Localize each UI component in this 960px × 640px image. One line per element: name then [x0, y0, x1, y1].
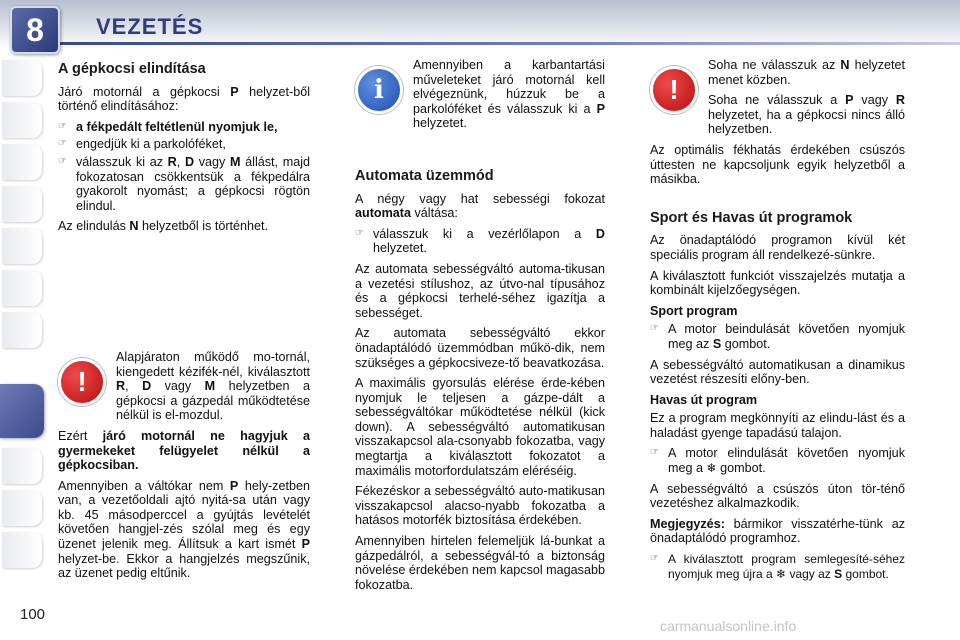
bullet-list [650, 552, 905, 581]
paragraph: Fékezéskor a sebességváltó auto-matikusan visszakapcsol alacso-nyabb fokozatba a hatásos motorfék biztosítása érdekében. [355, 484, 605, 528]
paragraph: Az elindulás N helyzetből is történhet. [58, 219, 269, 234]
chapter-tab-2[interactable] [2, 102, 42, 138]
column-2 [355, 58, 605, 598]
subheading-sport: Sport program [650, 303, 738, 318]
paragraph: Ez a program megkönnyíti az elindu-lást és a haladást gyenge tapadású talajon. [650, 411, 905, 440]
list-item: ☞ a fékpedált feltétlenül nyomjuk le, [58, 119, 278, 134]
bullet-list [355, 227, 605, 256]
column-1 [58, 58, 310, 587]
chapter-tab-10[interactable] [2, 490, 42, 526]
list-item: ☞ A motor elindulását követően nyomjuk meg a ❄ gombot. [650, 446, 905, 476]
chapter-tab-8-active[interactable] [0, 384, 44, 438]
warning-text: Soha ne válasszuk a P vagy R helyzetet, ha a gépkocsi nincs álló helyzetben. [708, 93, 905, 137]
paragraph: Amennyiben hirtelen felemeljük lá-bunkat a gázpedálról, a sebességvál-tó a biztonság növelése érdekében nem kapcsol magasabb fokozatba. [355, 534, 605, 592]
chapter-number-badge: 8 [10, 6, 60, 54]
chapter-tab-5[interactable] [2, 228, 42, 264]
header-rule [60, 42, 960, 45]
chapter-tab-6[interactable] [2, 270, 42, 306]
paragraph: Az önadaptálódó programon kívül két speciális program áll rendelkezé-sünkre. [650, 233, 905, 262]
chapter-tab-7[interactable] [2, 312, 42, 348]
paragraph: Járó motornál a gépkocsi P helyzet-ből történő elindításához: [58, 84, 311, 114]
info-text: Amennyiben a karbantartási műveleteket járó motornál kell elvégeznünk, húzzuk be a parkolóféket és válasszuk ki a P helyzetet. [413, 58, 605, 131]
bullet-list [58, 120, 310, 214]
list-item: ☞ A motor beindulását követően nyomjuk meg az S gombot. [650, 322, 905, 351]
warning-text: Alapjáraton működő mo-tornál, kiengedett kézifék-nél, kiválasztott R, D vagy M helyzetben a gépkocsi a gázpedál működtetése nélkül is el-mozdul. [116, 349, 310, 423]
chapter-tab-4[interactable] [2, 186, 42, 222]
subheading-snow: Havas út program [650, 392, 758, 407]
bullet-list [650, 322, 905, 351]
section-heading-sport-snow: Sport és Havas út programok [650, 209, 853, 226]
paragraph: Az automata sebességváltó automa-tikusan a vezetési stílushoz, az útvo-nal típusához és a gépkocsi terhelé-séhez igazítja a sebességet. [355, 261, 605, 320]
paragraph: Az automata sebességváltó ekkor önadaptálódó üzemmódban műkö-dik, nem szükséges a gépkocsiveze-tő beavatkozása. [355, 326, 605, 370]
pointing-hand-icon: ☞ [650, 323, 659, 335]
note: Megjegyzés: bármikor visszatérhe-tünk az önadaptálódó programhoz. [650, 516, 905, 546]
chapter-tab-3[interactable] [2, 144, 42, 180]
warning-text: Ezért járó motornál ne hagyjuk a gyermekeket felügyelet nélkül a gépkocsiban. [58, 428, 310, 473]
paragraph: A kiválasztott funkciót visszajelzés mutatja a kombinált kijelzőegységen. [650, 268, 905, 298]
list-item: ☞ engedjük ki a parkolóféket, [58, 137, 226, 152]
info-icon: i [355, 66, 403, 114]
warning-block [650, 58, 905, 143]
column-3 [650, 58, 905, 587]
warning-text: Soha ne válasszuk az N helyzetet menet közben. [708, 58, 905, 87]
paragraph: A sebességváltó a csúszós úton tör-ténő vezetéshez alkalmazkodik. [650, 481, 905, 511]
paragraph: Az optimális fékhatás érdekében csúszós úttesten ne kapcsoljunk egyik helyzetből a másikba. [650, 142, 905, 187]
section-heading-automatic: Automata üzemmód [355, 167, 494, 184]
pointing-hand-icon: ☞ [58, 120, 67, 132]
info-block [355, 58, 605, 137]
pointing-hand-icon: ☞ [650, 553, 659, 565]
chapter-tab-11[interactable] [2, 532, 42, 568]
chapter-tab-1[interactable] [2, 60, 42, 96]
paragraph: A négy vagy hat sebességi fokozat automata váltása: [355, 191, 605, 221]
section-heading-start: A gépkocsi elindítása [58, 61, 206, 77]
pointing-hand-icon: ☞ [355, 227, 364, 239]
pointing-hand-icon: ☞ [58, 155, 67, 167]
warning-text: Amennyiben a váltókar nem P hely-zetben van, a vezetőoldali ajtó nyitá-sa után vagy kb. 45 másodperccel a gyújtás levételét követően hangjel-zés szólal meg és egy üzenet jelenik meg. Állítsuk a kart ismét P helyzet-be. Ekkor a hangjelzés megszűnik, az üzenet pedig eltűnik. [58, 478, 310, 581]
watermark: carmanualsonline.info [660, 618, 797, 634]
bullet-list [650, 446, 905, 475]
snowflake-icon: ❄ [706, 461, 717, 476]
paragraph: A maximális gyorsulás elérése érde-kében nyomjuk le teljesen a gázpe-dált a sebességváltókar működtetése nélkül (kick down). A sebességváltó automatikusan visszakapcsol ala-csonyabb fokozatba, vagy megtartja a kiválasztott fokozatot a maximális motorfordulatszám eléréséig. [355, 376, 605, 478]
pointing-hand-icon: ☞ [58, 138, 67, 150]
paragraph: A sebességváltó automatikusan a dinamikus vezetést részesíti előny-ben. [650, 357, 905, 387]
page-number: 100 [20, 606, 46, 623]
pointing-hand-icon: ☞ [650, 447, 659, 459]
exclamation-icon: ! [58, 358, 106, 406]
chapter-tab-9[interactable] [2, 448, 42, 484]
exclamation-icon: ! [650, 66, 698, 114]
chapter-title: VEZETÉS [96, 14, 204, 39]
list-item: ☞ A kiválasztott program semlegesíté-séhez nyomjuk meg újra a ❄ vagy az S gombot. [650, 552, 905, 581]
list-item: ☞ válasszuk ki a vezérlőlapon a D helyzetet. [355, 226, 605, 256]
snowflake-icon: ❄ [776, 566, 787, 581]
warning-block [58, 350, 310, 429]
list-item: ☞ válasszuk ki az R, D vagy M állást, majd fokozatosan csökkentsük a fékpedálra gyakorolt nyomást; a gépkocsi rögtön elindul. [58, 154, 310, 213]
